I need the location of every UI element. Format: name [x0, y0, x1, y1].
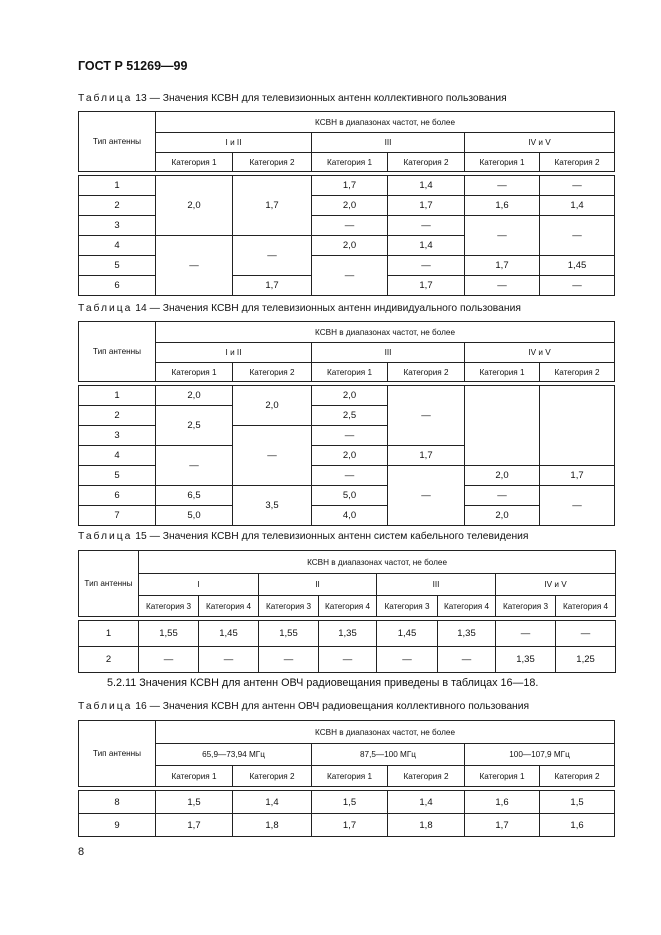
table-13-caption: Таблица 13 — Значения КСВН для телевизионных антенн коллективного пользования	[78, 93, 507, 104]
type-header: Тип антенны	[79, 112, 156, 172]
category-header: Категория 3	[259, 596, 319, 617]
vswr-header: КСВН в диапазонах частот, не более	[156, 322, 615, 343]
category-header: Категория 2	[388, 153, 465, 172]
category-header: Категория 1	[156, 766, 233, 787]
value-cell: —	[312, 426, 388, 446]
row-number: 6	[79, 486, 156, 506]
table-16	[78, 720, 615, 837]
value-cell: 2,0	[233, 386, 312, 426]
value-cell: 1,7	[388, 196, 465, 216]
row-number: 3	[79, 426, 156, 446]
value-cell: 6,5	[156, 486, 233, 506]
empty-cell	[465, 386, 540, 466]
page-header: ГОСТ Р 51269—99	[78, 59, 188, 73]
value-cell: 1,7	[233, 176, 312, 236]
band-header: I и II	[156, 343, 312, 363]
value-cell: 2,0	[312, 196, 388, 216]
value-cell: 1,4	[388, 176, 465, 196]
row-number: 1	[79, 386, 156, 406]
value-cell: 1,25	[556, 647, 616, 673]
value-cell: 1,6	[465, 196, 540, 216]
vswr-header: КСВН в диапазонах частот, не более	[156, 112, 615, 133]
table-15	[78, 550, 616, 673]
value-cell: 1,7	[233, 276, 312, 296]
row-number: 8	[79, 791, 156, 814]
band-header: 87,5—100 МГц	[312, 744, 465, 766]
category-header: Категория 1	[312, 153, 388, 172]
table-15-caption: Таблица 15 — Значения КСВН для телевизионных антенн систем кабельного телевидения	[78, 531, 529, 542]
value-cell: 1,4	[388, 236, 465, 256]
empty-cell	[540, 386, 615, 466]
value-cell: 2,0	[465, 466, 540, 486]
value-cell: 2,0	[465, 506, 540, 526]
category-header: Категория 1	[156, 153, 233, 172]
vswr-header: КСВН в диапазонах частот, не более	[156, 721, 615, 744]
value-cell: 2,0	[156, 386, 233, 406]
value-cell: 1,7	[156, 814, 233, 837]
value-cell: 1,4	[540, 196, 615, 216]
category-header: Категория 1	[312, 363, 388, 382]
value-cell: 3,5	[233, 486, 312, 526]
value-cell: 1,55	[139, 621, 199, 647]
value-cell: —	[156, 236, 233, 296]
category-header: Категория 2	[233, 766, 312, 787]
type-header: Тип антенны	[79, 551, 139, 617]
value-cell: 2,5	[156, 406, 233, 446]
band-header: I и II	[156, 133, 312, 153]
value-cell: 5,0	[312, 486, 388, 506]
value-cell: 1,8	[388, 814, 465, 837]
table-14	[78, 321, 615, 526]
value-cell: 1,5	[156, 791, 233, 814]
table-14-caption: Таблица 14 — Значения КСВН для телевизионных антенн индивидуального пользования	[78, 303, 521, 314]
value-cell: 2,0	[156, 176, 233, 236]
value-cell: 1,45	[377, 621, 438, 647]
value-cell: 1,35	[319, 621, 377, 647]
band-header: III	[312, 343, 465, 363]
row-number: 2	[79, 196, 156, 216]
category-header: Категория 2	[233, 363, 312, 382]
category-header: Категория 3	[377, 596, 438, 617]
category-header: Категория 1	[465, 766, 540, 787]
table-row	[79, 814, 615, 837]
value-cell: 2,0	[312, 386, 388, 406]
value-cell: 1,7	[465, 814, 540, 837]
value-cell: 1,5	[540, 791, 615, 814]
value-cell: 1,7	[540, 466, 615, 486]
row-number: 7	[79, 506, 156, 526]
table-13	[78, 111, 615, 296]
table-row	[79, 621, 616, 647]
row-number: 6	[79, 276, 156, 296]
category-header: Категория 2	[388, 766, 465, 787]
value-cell: 2,5	[312, 406, 388, 426]
value-cell: —	[388, 256, 465, 276]
band-header: 100—107,9 МГц	[465, 744, 615, 766]
value-cell: —	[540, 486, 615, 526]
value-cell: 1,8	[233, 814, 312, 837]
value-cell: —	[312, 256, 388, 296]
band-header: IV и V	[465, 343, 615, 363]
value-cell: —	[156, 446, 233, 486]
value-cell: 1,4	[233, 791, 312, 814]
band-header: III	[312, 133, 465, 153]
row-number: 1	[79, 621, 139, 647]
value-cell: —	[465, 176, 540, 196]
type-header: Тип антенны	[79, 322, 156, 382]
value-cell: 2,0	[312, 236, 388, 256]
category-header: Категория 2	[388, 363, 465, 382]
band-header: II	[259, 574, 377, 596]
value-cell: —	[465, 276, 540, 296]
value-cell: —	[312, 216, 388, 236]
value-cell: —	[319, 647, 377, 673]
value-cell: —	[540, 216, 615, 256]
category-header: Категория 4	[556, 596, 616, 617]
row-number: 4	[79, 446, 156, 466]
vswr-header: КСВН в диапазонах частот, не более	[139, 551, 616, 574]
row-number: 4	[79, 236, 156, 256]
band-header: IV и V	[465, 133, 615, 153]
category-header: Категория 2	[540, 766, 615, 787]
row-number: 5	[79, 256, 156, 276]
value-cell: —	[465, 216, 540, 256]
value-cell: —	[496, 621, 556, 647]
category-header: Категория 1	[156, 363, 233, 382]
row-number: 9	[79, 814, 156, 837]
table-row	[79, 647, 616, 673]
band-header: IV и V	[496, 574, 616, 596]
value-cell: —	[556, 621, 616, 647]
value-cell: 1,45	[540, 256, 615, 276]
value-cell: —	[388, 216, 465, 236]
value-cell: 1,6	[465, 791, 540, 814]
value-cell: 1,5	[312, 791, 388, 814]
table-16-caption: Таблица 16 — Значения КСВН для антенн ОВЧ радиовещания коллективного пользования	[78, 701, 530, 712]
value-cell: 1,35	[438, 621, 496, 647]
value-cell: —	[259, 647, 319, 673]
value-cell: 5,0	[156, 506, 233, 526]
value-cell: —	[540, 276, 615, 296]
category-header: Категория 2	[233, 153, 312, 172]
table-row	[79, 791, 615, 814]
value-cell: 1,35	[496, 647, 556, 673]
value-cell: 1,7	[312, 176, 388, 196]
value-cell: —	[388, 466, 465, 526]
value-cell: —	[199, 647, 259, 673]
value-cell: —	[233, 236, 312, 276]
category-header: Категория 4	[199, 596, 259, 617]
value-cell: —	[233, 426, 312, 486]
value-cell: 4,0	[312, 506, 388, 526]
row-number: 2	[79, 647, 139, 673]
value-cell: —	[388, 386, 465, 446]
category-header: Категория 3	[496, 596, 556, 617]
value-cell: 1,45	[199, 621, 259, 647]
row-number: 5	[79, 466, 156, 486]
row-number: 3	[79, 216, 156, 236]
value-cell: 1,6	[540, 814, 615, 837]
category-header: Категория 2	[540, 153, 615, 172]
category-header: Категория 4	[319, 596, 377, 617]
value-cell: —	[312, 466, 388, 486]
category-header: Категория 2	[540, 363, 615, 382]
value-cell: 1,7	[465, 256, 540, 276]
row-number: 2	[79, 406, 156, 426]
category-header: Категория 1	[465, 363, 540, 382]
row-number: 1	[79, 176, 156, 196]
band-header: III	[377, 574, 496, 596]
value-cell: 1,7	[388, 446, 465, 466]
page-number: 8	[78, 846, 85, 858]
band-header: I	[139, 574, 259, 596]
type-header: Тип антенны	[79, 721, 156, 787]
value-cell: 2,0	[312, 446, 388, 466]
value-cell: —	[540, 176, 615, 196]
value-cell: —	[377, 647, 438, 673]
band-header: 65,9—73,94 МГц	[156, 744, 312, 766]
category-header: Категория 1	[465, 153, 540, 172]
value-cell: —	[139, 647, 199, 673]
value-cell: 1,4	[388, 791, 465, 814]
value-cell: 1,55	[259, 621, 319, 647]
category-header: Категория 3	[139, 596, 199, 617]
value-cell: 1,7	[312, 814, 388, 837]
value-cell: —	[438, 647, 496, 673]
section-paragraph: 5.2.11 Значения КСВН для антенн ОВЧ радиовещания приведены в таблицах 16—18.	[107, 677, 539, 689]
value-cell: —	[465, 486, 540, 506]
category-header: Категория 4	[438, 596, 496, 617]
value-cell: 1,7	[388, 276, 465, 296]
category-header: Категория 1	[312, 766, 388, 787]
